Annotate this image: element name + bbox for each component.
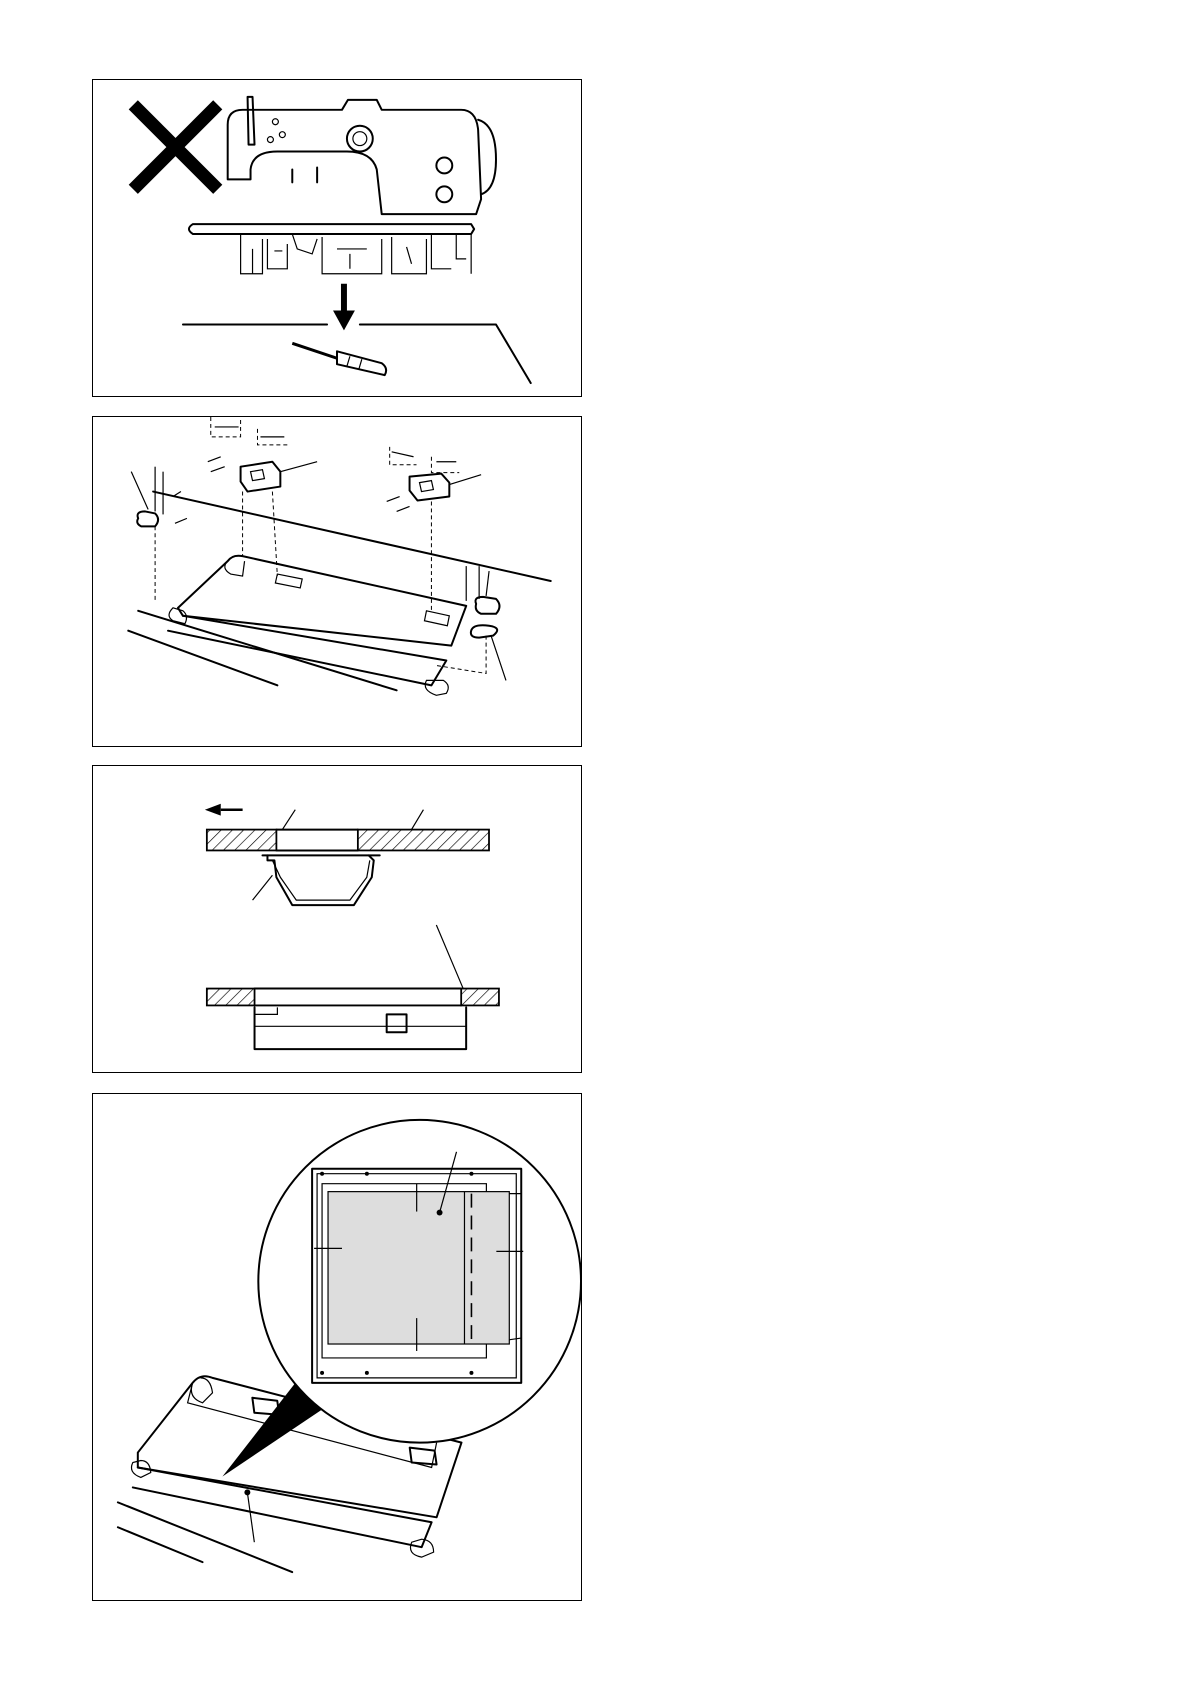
figure-oil-pan-assembly [92,416,582,747]
down-arrow-icon [333,284,355,331]
cross-section-illustration [93,766,581,1072]
oil-pan-section [255,855,467,1049]
rubber-cushion [137,511,499,637]
left-arrow-icon [205,804,243,816]
figure-cross-section [92,765,582,1073]
figure-machine-head-placement [92,79,582,397]
sewing-machine-head [189,97,496,274]
machine-head-illustration [93,80,581,396]
prohibited-x-icon [133,105,217,189]
hinge-seat [241,462,450,501]
screwdriver-icon [292,343,386,375]
figure-oil-sheet-placement [92,1093,582,1601]
oil-pan [168,556,466,696]
magnifier-circle [258,1120,581,1443]
oil-pan-assembly-illustration [93,417,581,746]
oil-sheet-illustration [93,1094,581,1600]
